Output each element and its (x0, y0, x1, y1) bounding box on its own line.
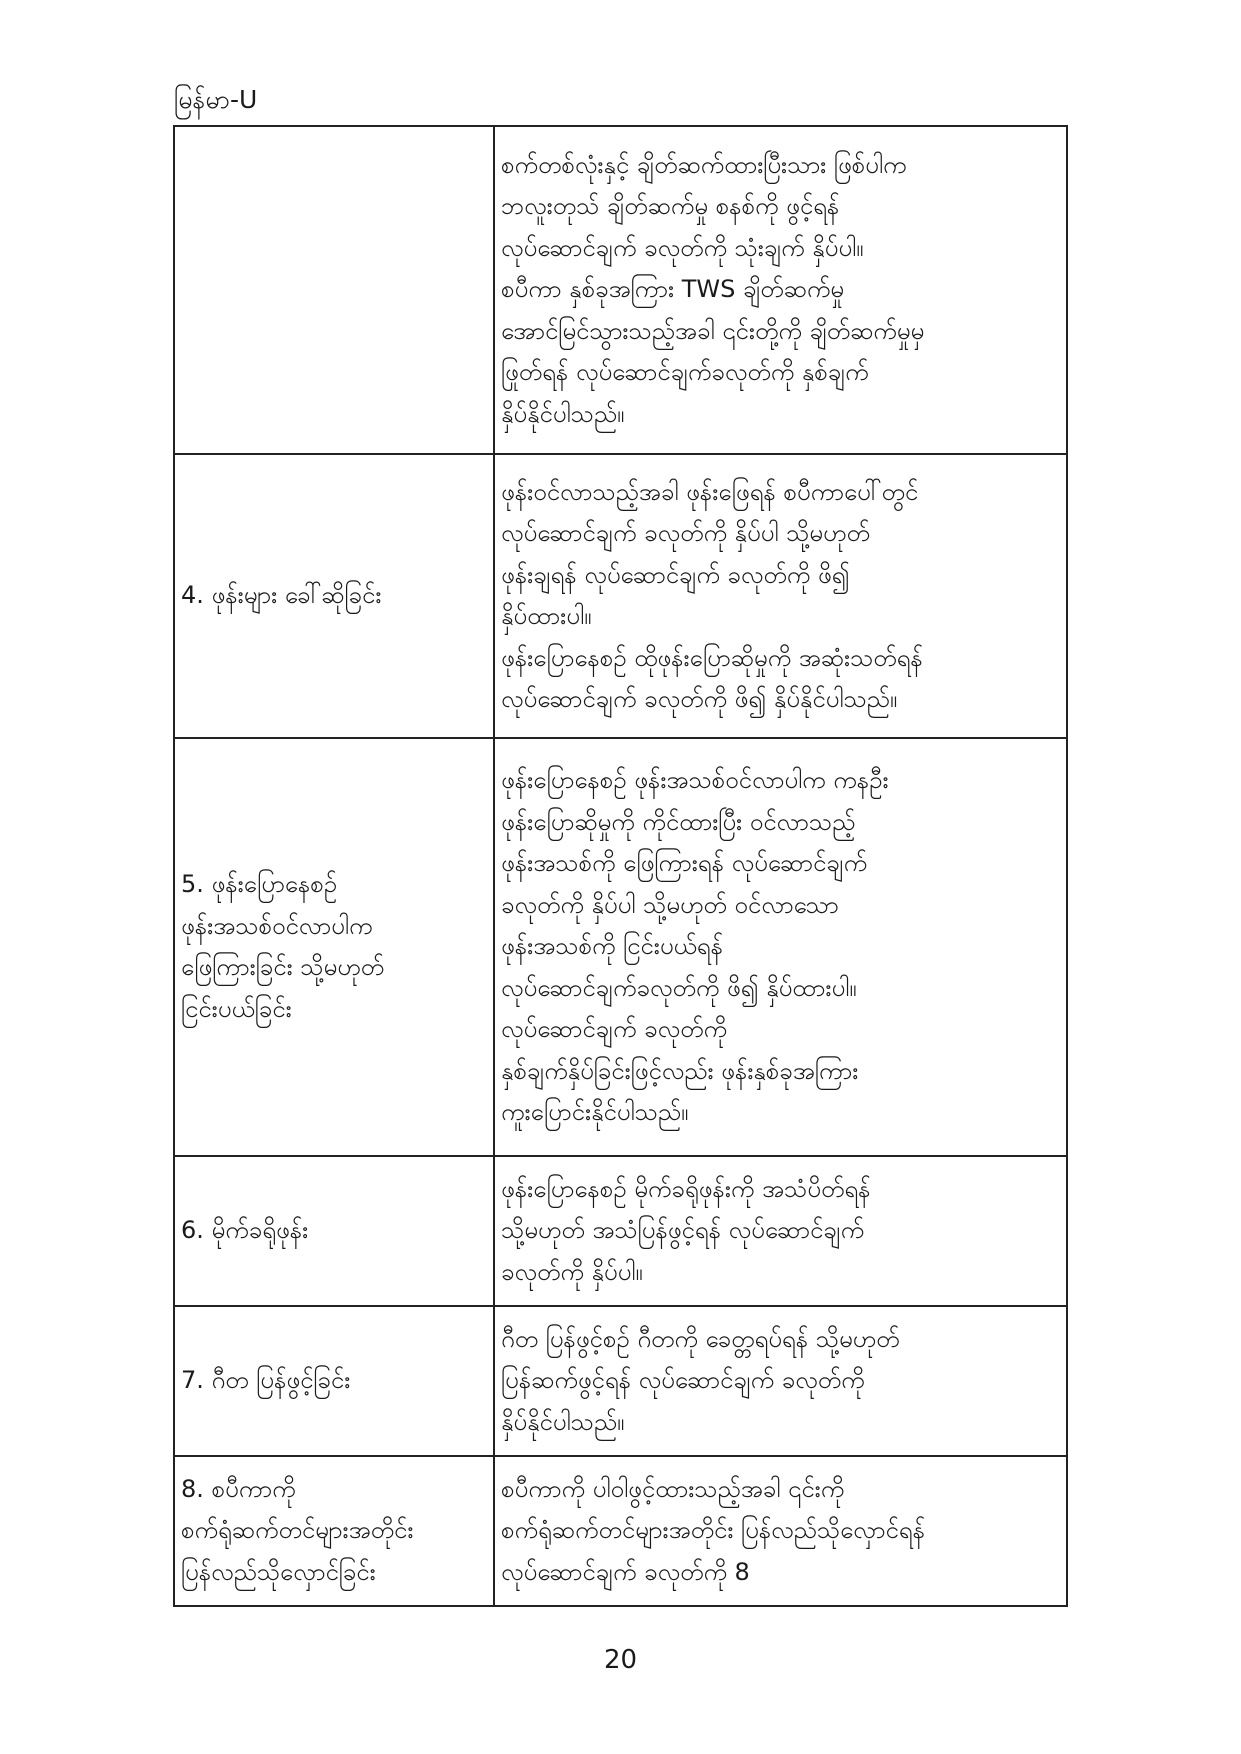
description-cell (494, 454, 1067, 738)
feature-title: 8. စပီကာကို (181, 1474, 296, 1503)
feature-title: 5. ဖုန်းပြောနေစဉ် (181, 870, 338, 898)
description-line: လုပ်ဆောင်ချက် ခလုတ်ကို (501, 1015, 727, 1044)
description-line: လုပ်ဆောင်ချက်ခလုတ်ကို ဖိ၍ နှိပ်ထားပါ။ (501, 973, 857, 1002)
feature-title: စက်ရုံဆက်တင်များအတိုင်း (181, 1516, 414, 1545)
table-row (174, 126, 1067, 454)
description-line: လုပ်ဆောင်ချက် ခလုတ်ကို နှိပ်ပါ သို့မဟုတ် (501, 519, 870, 547)
description-line: စက်တစ်လုံးနှင့် ချိတ်ဆက်ထားပြီးသား ဖြစ်ပါက (501, 150, 907, 179)
description-line: ဖုန်းပြောနေစဉ် ထိုဖုန်းပြောဆိုမှုကို အဆုံးသတ်ရန် (501, 643, 923, 672)
description-line: နှစ်ချက်နှိပ်ခြင်းဖြင့်လည်း ဖုန်းနှစ်ခုအကြား (501, 1056, 859, 1085)
table-row (174, 1156, 1067, 1306)
table-row (174, 1456, 1067, 1606)
table-row (174, 454, 1067, 738)
description-line: ခလုတ်ကို နှိပ်ပါ။ (501, 1257, 643, 1286)
description-cell (494, 126, 1067, 454)
table-row (174, 738, 1067, 1156)
description-line: ဘလူးတုသ် ချိတ်ဆက်မှု စနစ်ကို ဖွင့်ရန် (501, 192, 840, 221)
page-number: 20 (603, 1645, 638, 1675)
feature-cell (174, 1456, 494, 1606)
feature-cell (174, 738, 494, 1156)
description-line: ဖုန်းချရန် လုပ်ဆောင်ချက် ခလုတ်ကို ဖိ၍ (501, 560, 850, 589)
feature-title: 6. မိုက်ခရိုဖုန်း (181, 1216, 309, 1245)
description-line: ကူးပြောင်းနိုင်ပါသည်။ (501, 1098, 689, 1127)
description-line: ဖုန်းပြောနေစဉ် ဖုန်းအသစ်ဝင်လာပါက ကနဦး (501, 766, 889, 795)
description-line: သို့မဟုတ် အသံပြန်ဖွင့်ရန် လုပ်ဆောင်ချက် (501, 1216, 865, 1245)
feature-table (173, 125, 1068, 1607)
description-cell (494, 738, 1067, 1156)
description-line: စက်ရုံဆက်တင်များအတိုင်း ပြန်လည်သိုလှောင်ရန် (501, 1516, 925, 1545)
feature-cell (174, 1156, 494, 1306)
description-line: အောင်မြင်သွားသည့်အခါ ၎င်းတို့ကို ချိတ်ဆက်မှုမှ (501, 316, 925, 345)
description-line: ခလုတ်ကို နှိပ်ပါ သို့မဟုတ် ဝင်လာသော (501, 890, 839, 919)
description-line: ဖုန်းဝင်လာသည့်အခါ ဖုန်းဖြေရန် စပီကာပေါ်တွင် (501, 477, 919, 506)
description-line: ဖုန်းအသစ်ကို ငြင်းပယ်ရန် (501, 932, 724, 961)
feature-title: ဖြေကြားခြင်း သို့မဟုတ် (181, 953, 385, 981)
feature-title: ပြန်လည်သိုလှောင်ခြင်း (181, 1557, 376, 1586)
description-cell (494, 1156, 1067, 1306)
description-line: စပီကာကို ပါဝါဖွင့်ထားသည့်အခါ ၎င်းကို (501, 1474, 845, 1503)
feature-cell (174, 1306, 494, 1456)
description-line: နှိပ်နိုင်ပါသည်။ (501, 399, 625, 428)
description-line: နှိပ်ထားပါ။ (501, 602, 592, 630)
feature-title: ဖုန်းအသစ်ဝင်လာပါက (181, 911, 373, 940)
description-line: လုပ်ဆောင်ချက် ခလုတ်ကို ဖိ၍ နှိပ်နိုင်ပါသည်။ (501, 685, 898, 713)
feature-title: 7. ဂီတ ပြန်ဖွင့်ခြင်း (181, 1366, 351, 1395)
description-cell (494, 1456, 1067, 1606)
feature-title: 4. ဖုန်းများ ခေါ်ဆိုခြင်း (181, 581, 382, 610)
description-line: လုပ်ဆောင်ချက် ခလုတ်ကို သုံးချက် နှိပ်ပါ။ (501, 233, 864, 262)
description-line: စပီကာ နှစ်ခုအကြား TWS ချိတ်ဆက်မှု (501, 275, 845, 304)
description-line: နှိပ်နိုင်ပါသည်။ (501, 1407, 625, 1436)
feature-cell (174, 454, 494, 738)
description-line: ဖုန်းပြောနေစဉ် မိုက်ခရိုဖုန်းကို အသံပိတ်ရန် (501, 1174, 871, 1203)
description-cell (494, 1306, 1067, 1456)
table-row (174, 1306, 1067, 1456)
description-line: ဖြုတ်ရန် လုပ်ဆောင်ချက်ခလုတ်ကို နှစ်ချက် (501, 358, 869, 387)
description-line: ဖုန်းပြောဆိုမှုကို ကိုင်ထားပြီး ဝင်လာသည့် (501, 807, 856, 836)
feature-cell (174, 126, 494, 454)
model-label: မြန်မာ-U (174, 85, 258, 114)
feature-title: ငြင်းပယ်ခြင်း (181, 994, 292, 1023)
description-line: ဖုန်းအသစ်ကို ဖြေကြားရန် လုပ်ဆောင်ချက် (501, 849, 868, 878)
description-line: ပြန်ဆက်ဖွင့်ရန် လုပ်ဆောင်ချက် ခလုတ်ကို (501, 1366, 865, 1395)
description-line: လုပ်ဆောင်ချက် ခလုတ်ကို 8 (501, 1557, 750, 1586)
description-line: ဂီတ ပြန်ဖွင့်စဉ် ဂီတကို ခေတ္တရပ်ရန် သို့မဟုတ် (501, 1324, 900, 1353)
